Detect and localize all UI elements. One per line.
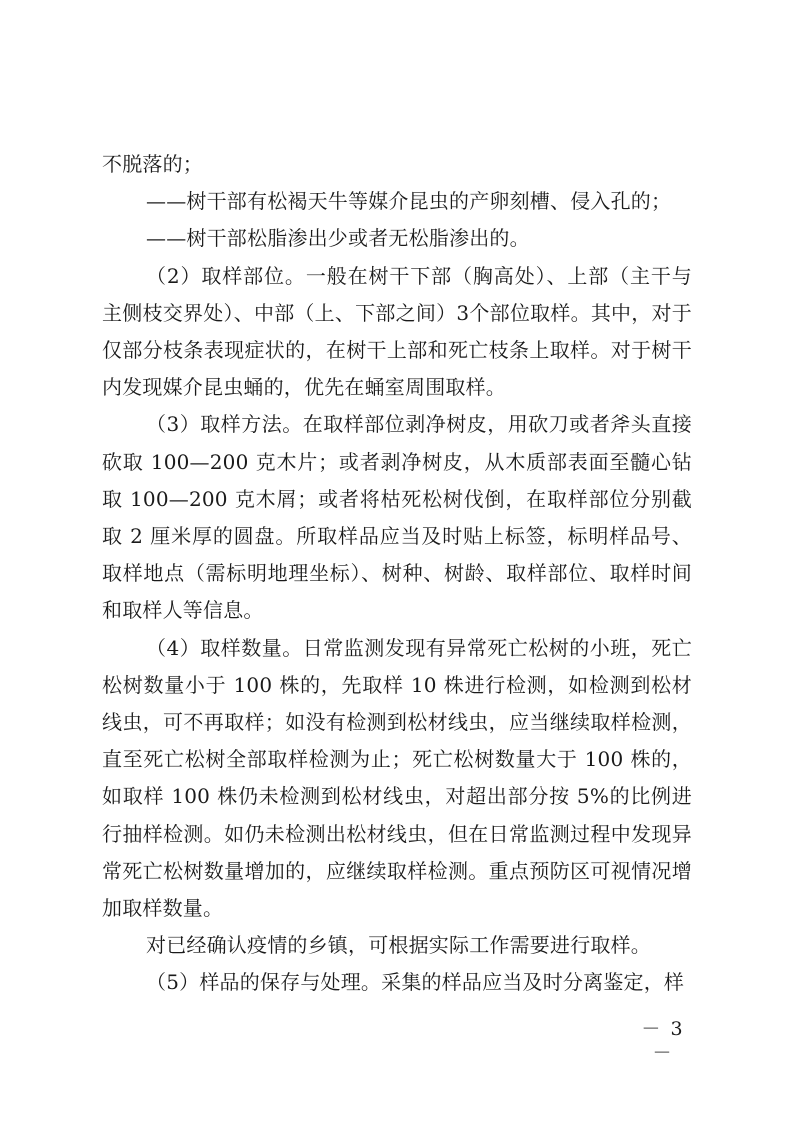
paragraph-sampling-position: （2）取样部位。一般在树干下部（胸高处）、上部（主干与主侧枝交界处）、中部（上、下部之间）3个部位取样。其中，对于仅部分枝条表现症状的，在树干上部和死亡枝条上取样。对于树干内发现媒介昆虫蛹的，优先在蛹室周围取样。	[102, 263, 692, 400]
paragraph-bullet-resin: ——树干部松脂渗出少或者无松脂渗出的。	[146, 226, 530, 251]
paragraph-continuation: 不脱落的；	[102, 152, 203, 176]
paragraph-confirmed-towns: 对已经确认疫情的乡镇，可根据实际工作需要进行取样。	[146, 933, 651, 958]
paragraph-bullet-egg-grooves: ——树干部有松褐天牛等媒介昆虫的产卵刻槽、侵入孔的；	[146, 189, 672, 214]
body-text	[102, 146, 692, 1002]
paragraph-sampling-method: （3）取样方法。在取样部位剥净树皮，用砍刀或者斧头直接砍取 100—200 克木片；或者剥净树皮，从木质部表面至髓心钻取 100—200 克木屑；或者将枯死松树伐倒，在取样部位分别截取 2 厘米厚的圆盘。所取样品应当及时贴上标签，标明样品号、取样地点（需标明地理坐标）、树种、树龄、取样部位、取样时间和取样人等信息。	[102, 412, 692, 623]
paragraph-sample-storage: （5）样品的保存与处理。采集的样品应当及时分离鉴定，样	[146, 970, 685, 995]
page-number: － 3 －	[641, 1018, 685, 1064]
paragraph-sampling-quantity: （4）取样数量。日常监测发现有异常死亡松树的小班，死亡松树数量小于 100 株的，先取样 10 株进行检测，如检测到松材线虫，可不再取样；如没有检测到松材线虫，应当继续取样检测，直至死亡松树全部取样检测为止；死亡松树数量大于 100 株的，如取样 100 株仍未检测到松材线虫，对超出部分按 5%的比例进行抽样检测。如仍未检测出松材线虫，但在日常监测过程中发现异常死亡松树数量增加的，应继续取样检测。重点预防区可视情况增加取样数量。	[102, 635, 692, 921]
